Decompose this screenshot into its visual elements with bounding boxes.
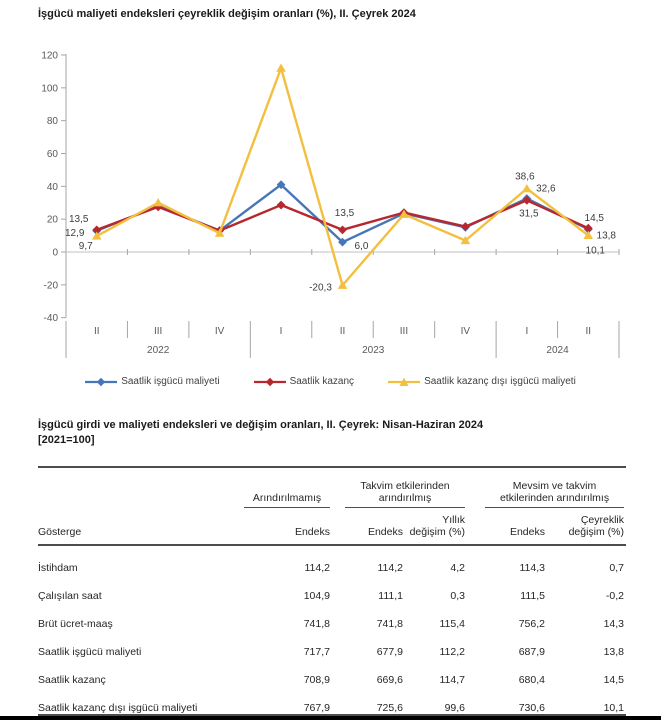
row-label: Saatlik kazanç dışı işgücü maliyeti (38, 702, 198, 714)
svg-text:13,5: 13,5 (334, 207, 355, 219)
row-label: Saatlik kazanç (38, 674, 106, 686)
svg-text:2023: 2023 (362, 345, 385, 356)
col-header-quarterly-change: Çeyreklik değişim (%) (547, 508, 626, 545)
table-row (38, 630, 626, 658)
svg-text:6,0: 6,0 (354, 241, 369, 253)
series-2-marker (522, 184, 532, 192)
svg-text:II: II (93, 326, 100, 337)
cell: 725,6 (376, 702, 403, 714)
cell: 730,6 (518, 702, 545, 714)
svg-text:IV: IV (460, 326, 471, 337)
svg-text:31,5: 31,5 (519, 208, 539, 220)
cell: 114,2 (377, 562, 403, 574)
svg-text:-20,3: -20,3 (309, 282, 332, 294)
table-row (38, 658, 626, 686)
svg-text:I: I (279, 326, 283, 337)
cell: 4,2 (450, 562, 465, 574)
cell: 10,1 (603, 702, 625, 714)
series-1-marker (461, 222, 470, 231)
svg-text:IV: IV (214, 326, 225, 337)
legend-swatch-line-diamond-red (254, 377, 286, 387)
cell: 114,2 (304, 562, 330, 574)
cell: 756,2 (518, 618, 545, 630)
row-label: İstihdam (38, 562, 78, 574)
cell: 767,9 (303, 702, 330, 714)
legend-item-hourly-labour-cost (85, 376, 219, 387)
svg-text:120: 120 (41, 50, 58, 62)
svg-text:II: II (585, 326, 592, 337)
cell: 14,3 (603, 618, 625, 630)
series-2-marker (276, 64, 286, 72)
cell: 669,6 (376, 674, 403, 686)
row-label: Saatlik işgücü maliyeti (38, 646, 142, 658)
cell: 741,8 (376, 618, 403, 630)
svg-text:100: 100 (41, 83, 58, 95)
table-row (38, 686, 626, 716)
svg-text:III: III (399, 326, 409, 337)
table-row (38, 574, 626, 602)
cell: -0,2 (605, 590, 625, 602)
cell: 111,1 (378, 590, 403, 602)
svg-text:II: II (339, 326, 346, 337)
cell: 114,7 (439, 674, 465, 686)
svg-text:-20: -20 (43, 280, 58, 292)
series-2-marker (153, 198, 163, 206)
svg-text:38,6: 38,6 (515, 171, 535, 183)
svg-text:13,8: 13,8 (596, 230, 617, 242)
col-header-index-seasonal: Endeks (467, 508, 547, 545)
cell: 717,7 (303, 646, 330, 658)
cell: 111,5 (520, 590, 545, 602)
cell: 0,3 (450, 590, 465, 602)
table-title-line2: [2021=100] (38, 434, 95, 446)
row-label: Çalışılan saat (38, 590, 102, 602)
col-header-indicator: Gösterge (38, 508, 240, 545)
legend-item-non-wage-labour-cost (388, 376, 576, 387)
cell: 114,3 (519, 562, 545, 574)
group-header-calendar-adjusted: Takvim etkilerinden arındırılmış (332, 467, 467, 508)
col-header-annual-change: Yıllık değişim (%) (405, 508, 467, 545)
svg-text:2024: 2024 (546, 345, 569, 356)
legend-label: Saatlik kazanç (289, 376, 355, 387)
col-header-index-unadjusted: Endeks (240, 508, 332, 545)
svg-text:12,9: 12,9 (64, 227, 85, 239)
cell: 14,5 (603, 674, 625, 686)
table-title-line1: İşgücü girdi ve maliyeti endeksleri ve değişim oranları, II. Çeyrek: Nisan-Haziran 2024 (38, 419, 484, 431)
table-group-header-row (38, 467, 626, 508)
table-column-header-row (38, 508, 626, 545)
chart-title: İşgücü maliyeti endeksleri çeyreklik değişim oranları (%), II. Çeyrek 2024 (38, 8, 416, 20)
legend-swatch-line-triangle-yellow (388, 377, 420, 387)
cell: 13,8 (603, 646, 625, 658)
chart-legend (0, 376, 661, 387)
legend-label: Saatlik işgücü maliyeti (121, 376, 220, 387)
row-label: Brüt ücret-maaş (38, 618, 113, 630)
indices-table-wrapper (38, 466, 626, 717)
group-header-unadjusted: Arındırılmamış (240, 467, 332, 508)
svg-text:-40: -40 (43, 313, 58, 325)
svg-text:60: 60 (46, 149, 58, 160)
svg-text:10,1: 10,1 (585, 245, 606, 257)
svg-text:20: 20 (46, 214, 58, 226)
cell: 687,9 (518, 646, 545, 658)
svg-text:III: III (153, 326, 163, 337)
col-header-index-calendar: Endeks (332, 508, 405, 545)
cell: 99,6 (444, 702, 465, 714)
svg-text:14,5: 14,5 (584, 213, 605, 225)
cell: 708,9 (303, 674, 330, 686)
svg-text:13,5: 13,5 (68, 213, 89, 225)
svg-text:2022: 2022 (147, 345, 170, 356)
empty-cell (38, 467, 240, 508)
series-1-marker (338, 225, 347, 234)
table-row (38, 545, 626, 574)
cell: 741,8 (303, 618, 330, 630)
series-1-marker (277, 201, 286, 210)
svg-text:9,7: 9,7 (78, 241, 93, 253)
svg-text:32,6: 32,6 (536, 183, 556, 195)
cell: 677,9 (376, 646, 403, 658)
svg-text:0: 0 (52, 247, 58, 259)
table-title (38, 418, 638, 448)
cell: 115,4 (439, 618, 465, 630)
legend-item-hourly-earnings (254, 376, 354, 387)
cell: 0,7 (609, 562, 625, 574)
cell: 112,2 (439, 646, 465, 658)
quarterly-change-line-chart (0, 38, 661, 372)
cell: 104,9 (303, 590, 330, 602)
group-header-seasonal-adjusted: Mevsim ve takvim etkilerinden arındırılmış (467, 467, 626, 508)
legend-swatch-line-diamond-blue (85, 377, 117, 387)
cell: 680,4 (518, 674, 545, 686)
table-row (38, 602, 626, 630)
svg-text:40: 40 (46, 181, 58, 193)
svg-text:I: I (525, 326, 529, 337)
svg-text:80: 80 (46, 116, 58, 128)
legend-label: Saatlik kazanç dışı işgücü maliyeti (424, 376, 576, 387)
page-bottom-edge-bar (0, 716, 661, 720)
indices-table (38, 466, 626, 717)
